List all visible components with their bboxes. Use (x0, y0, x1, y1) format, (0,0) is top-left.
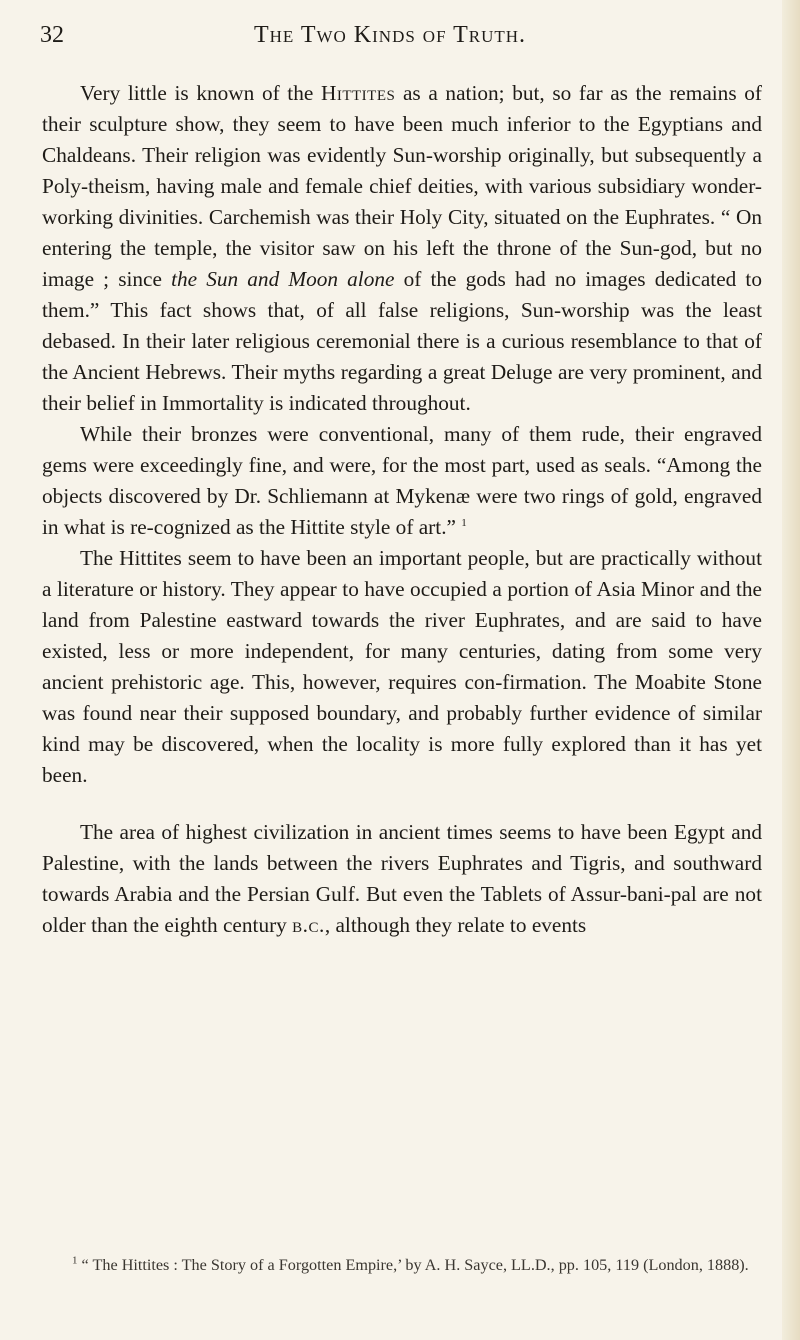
text-run: , although they relate to events (324, 913, 587, 937)
footnote-reference[interactable]: 1 (461, 516, 467, 529)
small-caps-term: b.c. (292, 913, 325, 937)
paragraph-hittites-nation (42, 78, 762, 419)
small-caps-term: Hittites (320, 81, 396, 105)
paragraph-area-civilization (42, 817, 762, 941)
body-text (42, 78, 762, 941)
running-title: The Two Kinds of Truth. (253, 22, 527, 48)
text-run: Very little is known of the (80, 81, 321, 105)
page-edge-shadow (782, 0, 800, 1340)
footnote (42, 1252, 762, 1278)
text-run: of the gods had no images dedicated to them.” This fact shows that, of all false religions, Sun-worship was the least debased. In their later religious ceremonial there is a curious resemblance to that of the Ancient Hebrews. Their myths regarding a great Deluge are very prominent, and their belief in Immortality is indicated throughout. (42, 267, 762, 415)
paragraph-bronzes-gems (42, 419, 762, 543)
paragraph-hittites-people: The Hittites seem to have been an important people, but are practically without a literature or history. They appear to have occupied a portion of Asia Minor and the land from Palestine eastward towards the river Euphrates, and are said to have existed, less or more independent, for many centuries, dating from some very ancient prehistoric age. This, however, requires con-firmation. The Moabite Stone was found near their supposed boundary, and probably further evidence of similar kind may be discovered, when the locality is more fully explored than it has yet been. (42, 546, 762, 787)
italic-phrase: the Sun and Moon alone (171, 267, 395, 291)
page-header (40, 22, 740, 58)
text-run: as a nation; but, so far as the remains of their sculpture show, they seem to have been much inferior to the Egyptians and Chaldeans. Their religion was evidently Sun-worship originally, but subsequently a Poly-theism, having male and female chief deities, with various subsidiary wonder-working divinities. Carchemish was their Holy City, situated on the Euphrates. “ On entering the temple, the visitor saw on his left the throne of the Sun-god, but no image ; since (42, 81, 762, 291)
footnote-text: “ The Hittites : The Story of a Forgotten Empire,’ by A. H. Sayce, LL.D., pp. 105, 119 (London, 1888). (77, 1256, 749, 1274)
page-number: 32 (40, 22, 64, 48)
footnote-marker: 1 (72, 1254, 78, 1267)
text-run: While their bronzes were conventional, many of them rude, their engraved gems were exceedingly fine, and were, for the most part, used as seals. “Among the objects discovered by Dr. Schliemann at Mykenæ were two rings of gold, engraved in what is re-cognized as the Hittite style of art.” (42, 422, 762, 539)
text-run: The area of highest civilization in ancient times seems to have been Egypt and Palestine, with the lands between the rivers Euphrates and Tigris, and southward towards Arabia and the Persian Gulf. But even the Tablets of Assur-bani-pal are not older than the eighth century (42, 820, 762, 937)
